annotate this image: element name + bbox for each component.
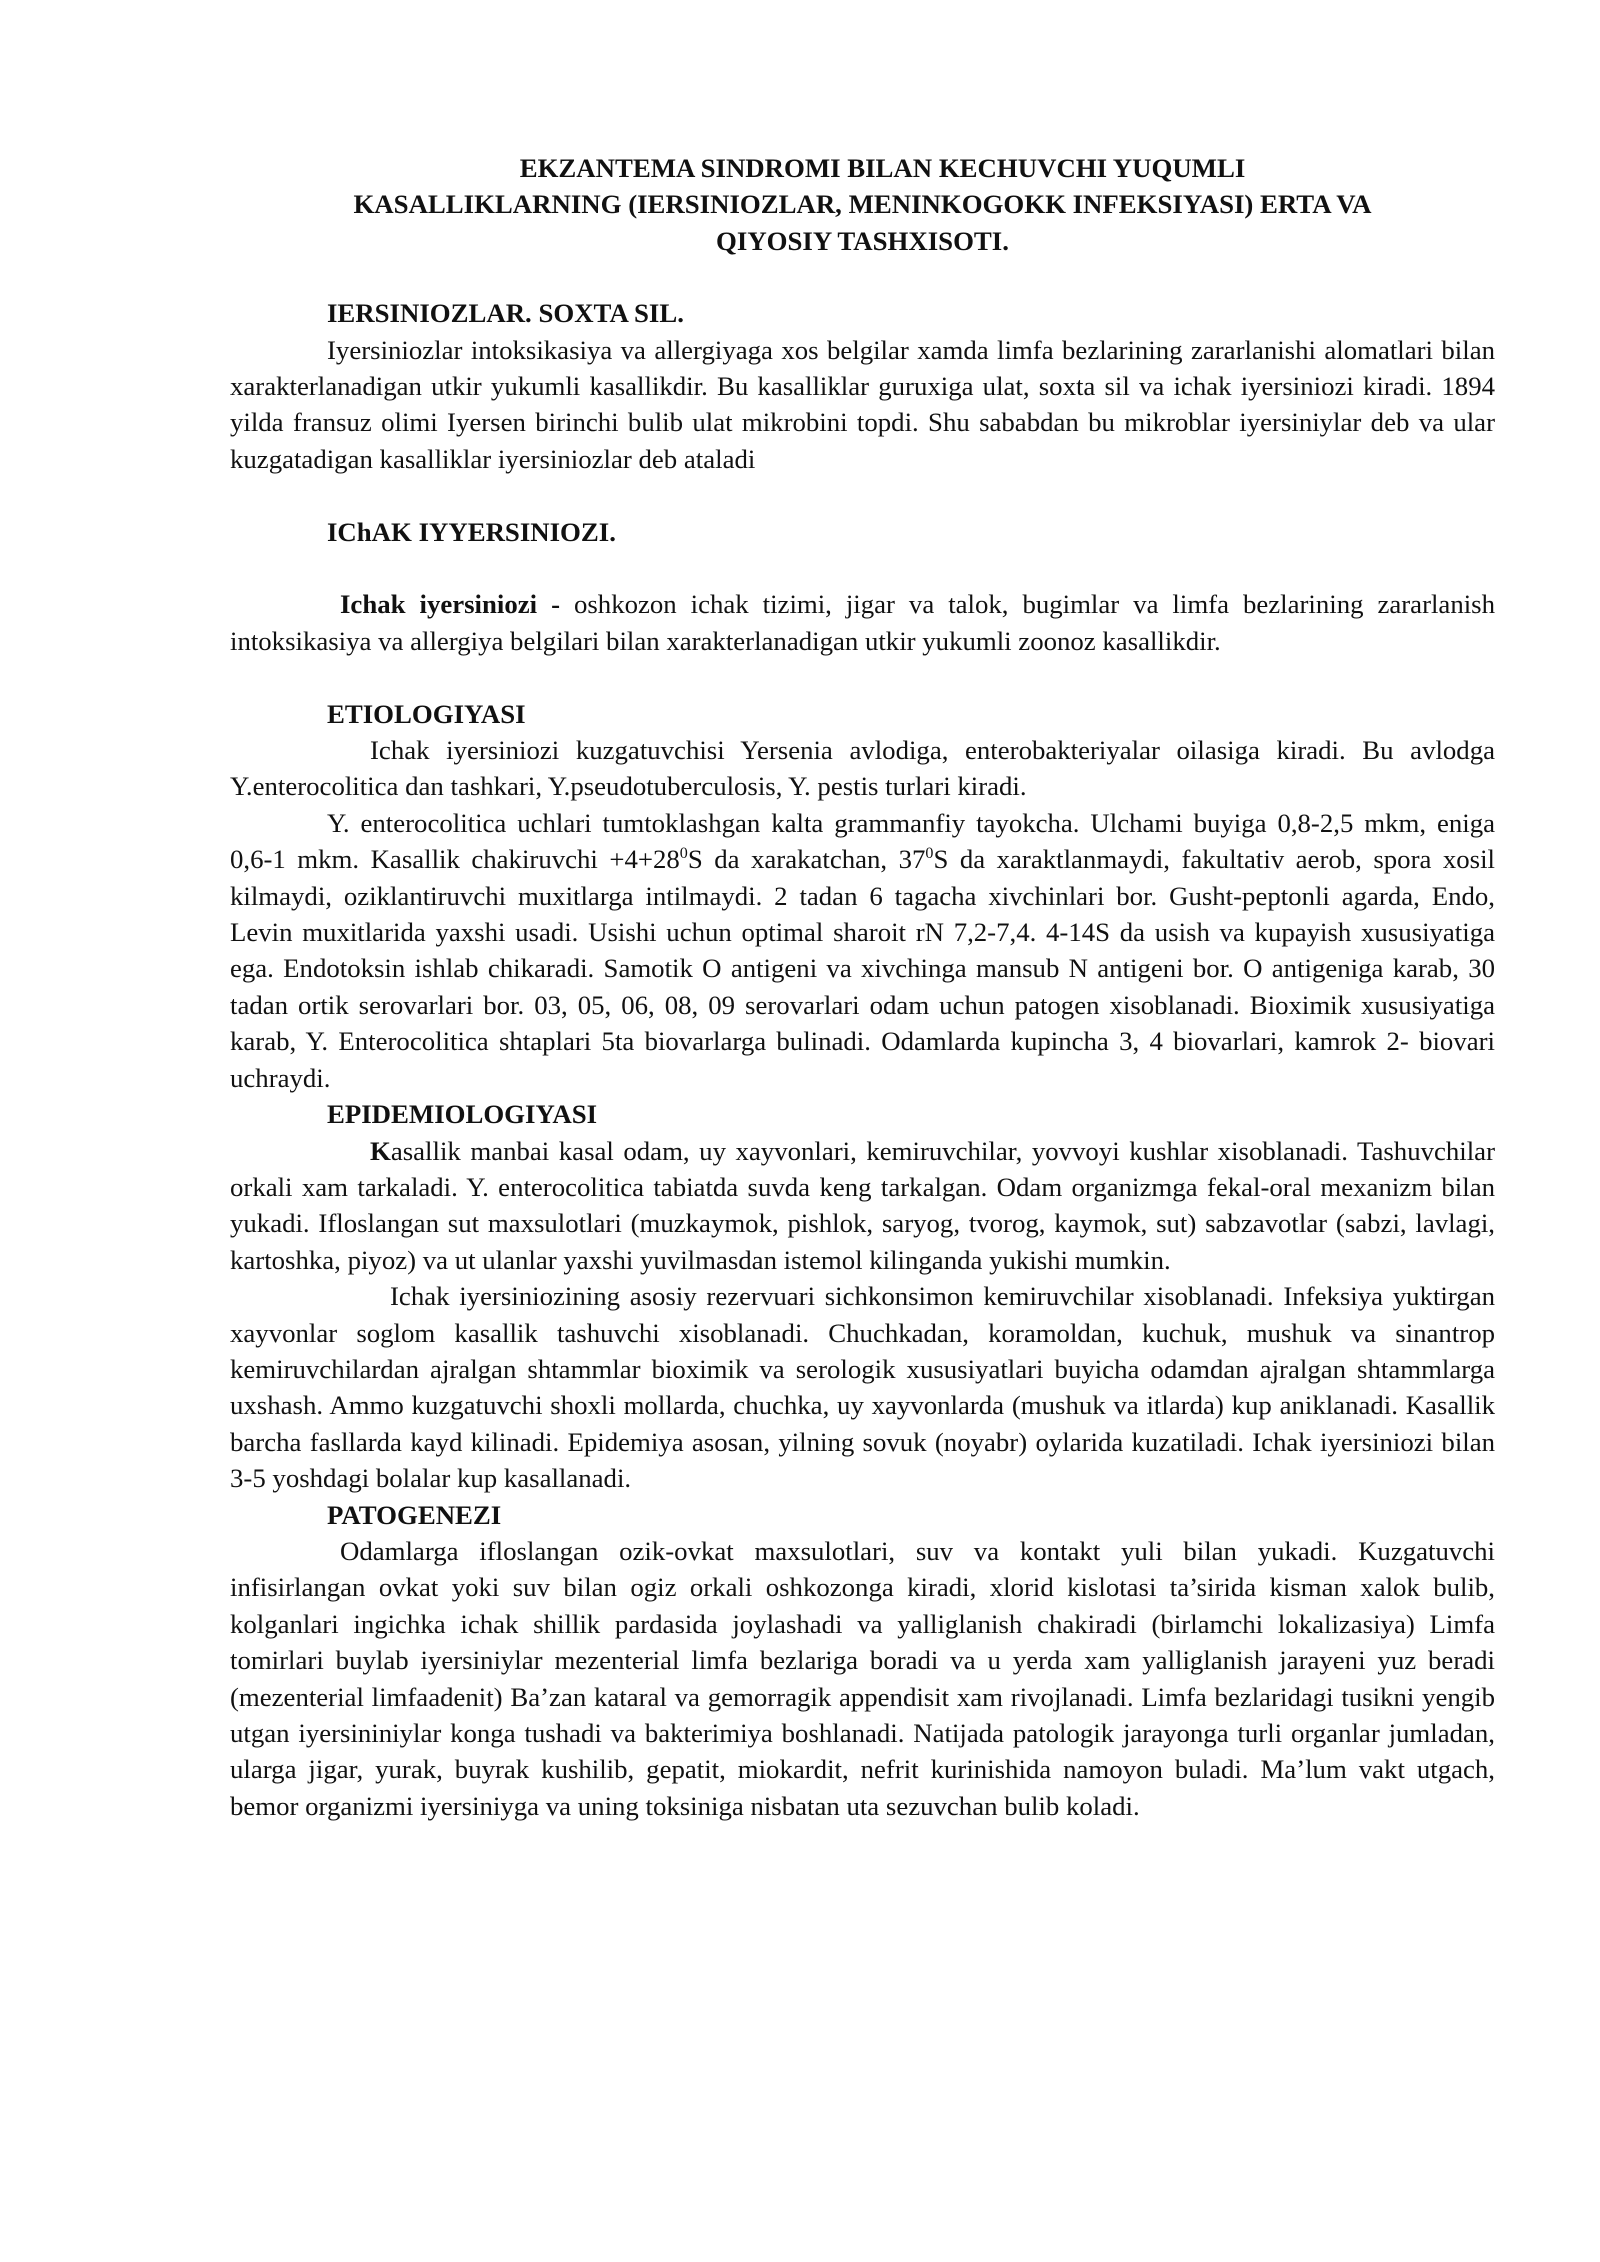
superscript-degree-1: 0 [679, 845, 688, 863]
epidemiology-initial: K [370, 1135, 391, 1166]
paragraph-etiology-2 [230, 805, 1495, 1096]
definition-term: Ichak iyersiniozi - [340, 589, 574, 620]
epidemiology-text-1: asallik manbai kasal odam, uy xayvonlari, kemiruvchilar, yovvoyi kushlar xisoblanadi. Tashuvchilar orkali xam tarkaladi. Y. enterocolitica tabiatda suvda keng tarkalgan. Odam organizmga fekal-oral mexanizm bilan yukadi. Ifloslangan sut maxsulotlari (muzkaymok, pishlok, saryog, tvorog, kaymok, sut) sabzavotlar (sabzi, lavlagi, kartoshka, piyoz) va ut ulanlar yaxshi yuvilmasdan istemol kilinganda yukishi mumkin. [230, 1135, 1495, 1275]
document-title [230, 150, 1495, 259]
definition-text: oshkozon ichak tizimi, jigar va talok, bugimlar va limfa bezlarining zararlanish intoksikasiya va allergiya belgilari bilan xarakterlanadigan utkir yukumli zoonoz kasallikdir. [230, 589, 1495, 656]
etiology-text-a: Y. enterocolitica uchlari tumtoklashgan kalta grammanfiy tayokcha. Ulchami buyiga 0,8-2,5 mkm, eniga 0,6-1 mkm. Kasallik chakiruvchi +4+28 [230, 807, 1495, 875]
paragraph-pathogenesis-1: Odamlarga ifloslangan ozik-ovkat maxsulotlari, suv va kontakt yuli bilan yukadi. Kuzgatuvchi infisirlangan ovkat yoki suv bilan ogiz orkali oshkozonga kiradi, xlorid kislotasi ta’sirida kisman xalok bulib, kolganlari ingichka ichak shillik pardasida joylashadi va yalliglanish chakiradi (birlamchi lokalizasiya) Limfa tomirlari buylab iyersiniylar mezenterial limfa bezlariga boradi va u yerda xam yalliglanish jarayeni yuz beradi (mezenterial limfaadenit) Ba’zan kataral va gemorragik appendisit xam rivojlanadi. Limfa bezlaridagi tusikni yengib utgan iyersininiylar konga tushadi va bakterimiya boshlanadi. Natijada patologik jarayonga turli organlar jumladan, ularga jigar, yurak, buyrak kushilib, gepatit, miokardit, nefrit kurinishida namoyon buladi. Ma’lum vakt utgach, bemor organizmi iyersiniyga va uning toksiniga nisbatan uta sezuvchan bulib koladi. [230, 1535, 1495, 1821]
superscript-degree-2: 0 [925, 845, 934, 863]
spacer [230, 477, 1495, 513]
spacer [230, 659, 1495, 695]
etiology-text-c: S da xaraktlanmaydi, fakultativ aerob, spora xosil kilmaydi, oziklantiruvchi muxitlarga intilmaydi. 2 tadan 6 tagacha xivchinlari bor. Gusht-peptonli agarda, Endo, Levin muxitlarida yaxshi usadi. Usishi uchun optimal sharoit rN 7,2-7,4. 4-14S da usish va kupayish xususiyatiga ega. Endotoksin ishlab chikaradi. Samotik O antigeni va xivchinga mansub N antigeni bor. O antigeniga karab, 30 tadan ortik serovarlari bor. 03, 05, 06, 08, 09 serovarlari odam uchun patogen xisoblanadi. Bioximik xususiyatiga karab, Y. Enterocolitica shtaplari 5ta biovarlarga bulinadi. Odamlarda kupincha 3, 4 biovarlari, kamrok 2- biovari uchraydi. [230, 844, 1495, 1093]
title-line-2: KASALLIKLARNING (IERSINIOZLAR, MENINKOGOKK INFEKSIYASI) ERTA VA [353, 189, 1372, 220]
etiology-text-b: S da xarakatchan, 37 [687, 844, 926, 875]
heading-etiologiyasi: ETIOLOGIYASI [327, 698, 526, 729]
title-line-1: EKZANTEMA SINDROMI BILAN KECHUVCHI YUQUMLI [519, 153, 1246, 183]
title-line-3: QIYOSIY TASHXISOTI. [716, 225, 1009, 256]
paragraph-epidemiology-1 [230, 1133, 1495, 1279]
spacer [230, 550, 1495, 586]
paragraph-iersiniozlar-intro: Iyersiniozlar intoksikasiya va allergiyaga xos belgilar xamda limfa bezlarining zararlanishi alomatlari bilan xarakterlanadigan utkir yukumli kasallikdir. Bu kasalliklar guruxiga ulat, soxta sil va ichak iyersiniozi kiradi. 1894 yilda fransuz olimi Iyersen birinchi bulib ulat mikrobini topdi. Shu sababdan bu mikroblar iyersiniylar deb va ular kuzgatadigan kasalliklar iyersiniozlar deb ataladi [230, 334, 1495, 474]
paragraph-ichak-iersiniozi-definition [230, 586, 1495, 659]
heading-epidemiologiyasi: EPIDEMIOLOGIYASI [327, 1099, 598, 1130]
heading-ichak-iersiniozi: IChAK IYYERSINIOZI. [327, 516, 616, 547]
heading-patogenezi: PATOGENEZI [327, 1499, 502, 1530]
heading-iersiniozlar: IERSINIOZLAR. SOXTA SIL. [327, 298, 684, 329]
paragraph-epidemiology-2: Ichak iyersiniozining asosiy rezervuari sichkonsimon kemiruvchilar xisoblanadi. Infeksiya yuktirgan xayvonlar soglom kasallik tashuvchi xisoblanadi. Chuchkadan, koramoldan, kuchuk, mushuk va sinantrop kemiruvchilardan ajralgan shtammlar bioximik va serologik xususiyatlari buyicha odamdan ajralgan shtammlarga uxshash. Ammo kuzgatuvchi shoxli mollarda, chuchka, uy xayvonlarda (mushuk va itlarda) kup aniklanadi. Kasallik barcha fasllarda kayd kilinadi. Epidemiya asosan, yilning sovuk (noyabr) oylarida kuzatiladi. Ichak iyersiniozi bilan 3-5 yoshdagi bolalar kup kasallanadi. [230, 1281, 1495, 1494]
paragraph-etiology-1: Ichak iyersiniozi kuzgatuvchisi Yersenia avlodiga, enterobakteriyalar oilasiga kiradi. Bu avlodga Y.enterocolitica dan tashkari, Y.pseudotuberculosis, Y. pestis turlari kiradi. [230, 735, 1495, 802]
